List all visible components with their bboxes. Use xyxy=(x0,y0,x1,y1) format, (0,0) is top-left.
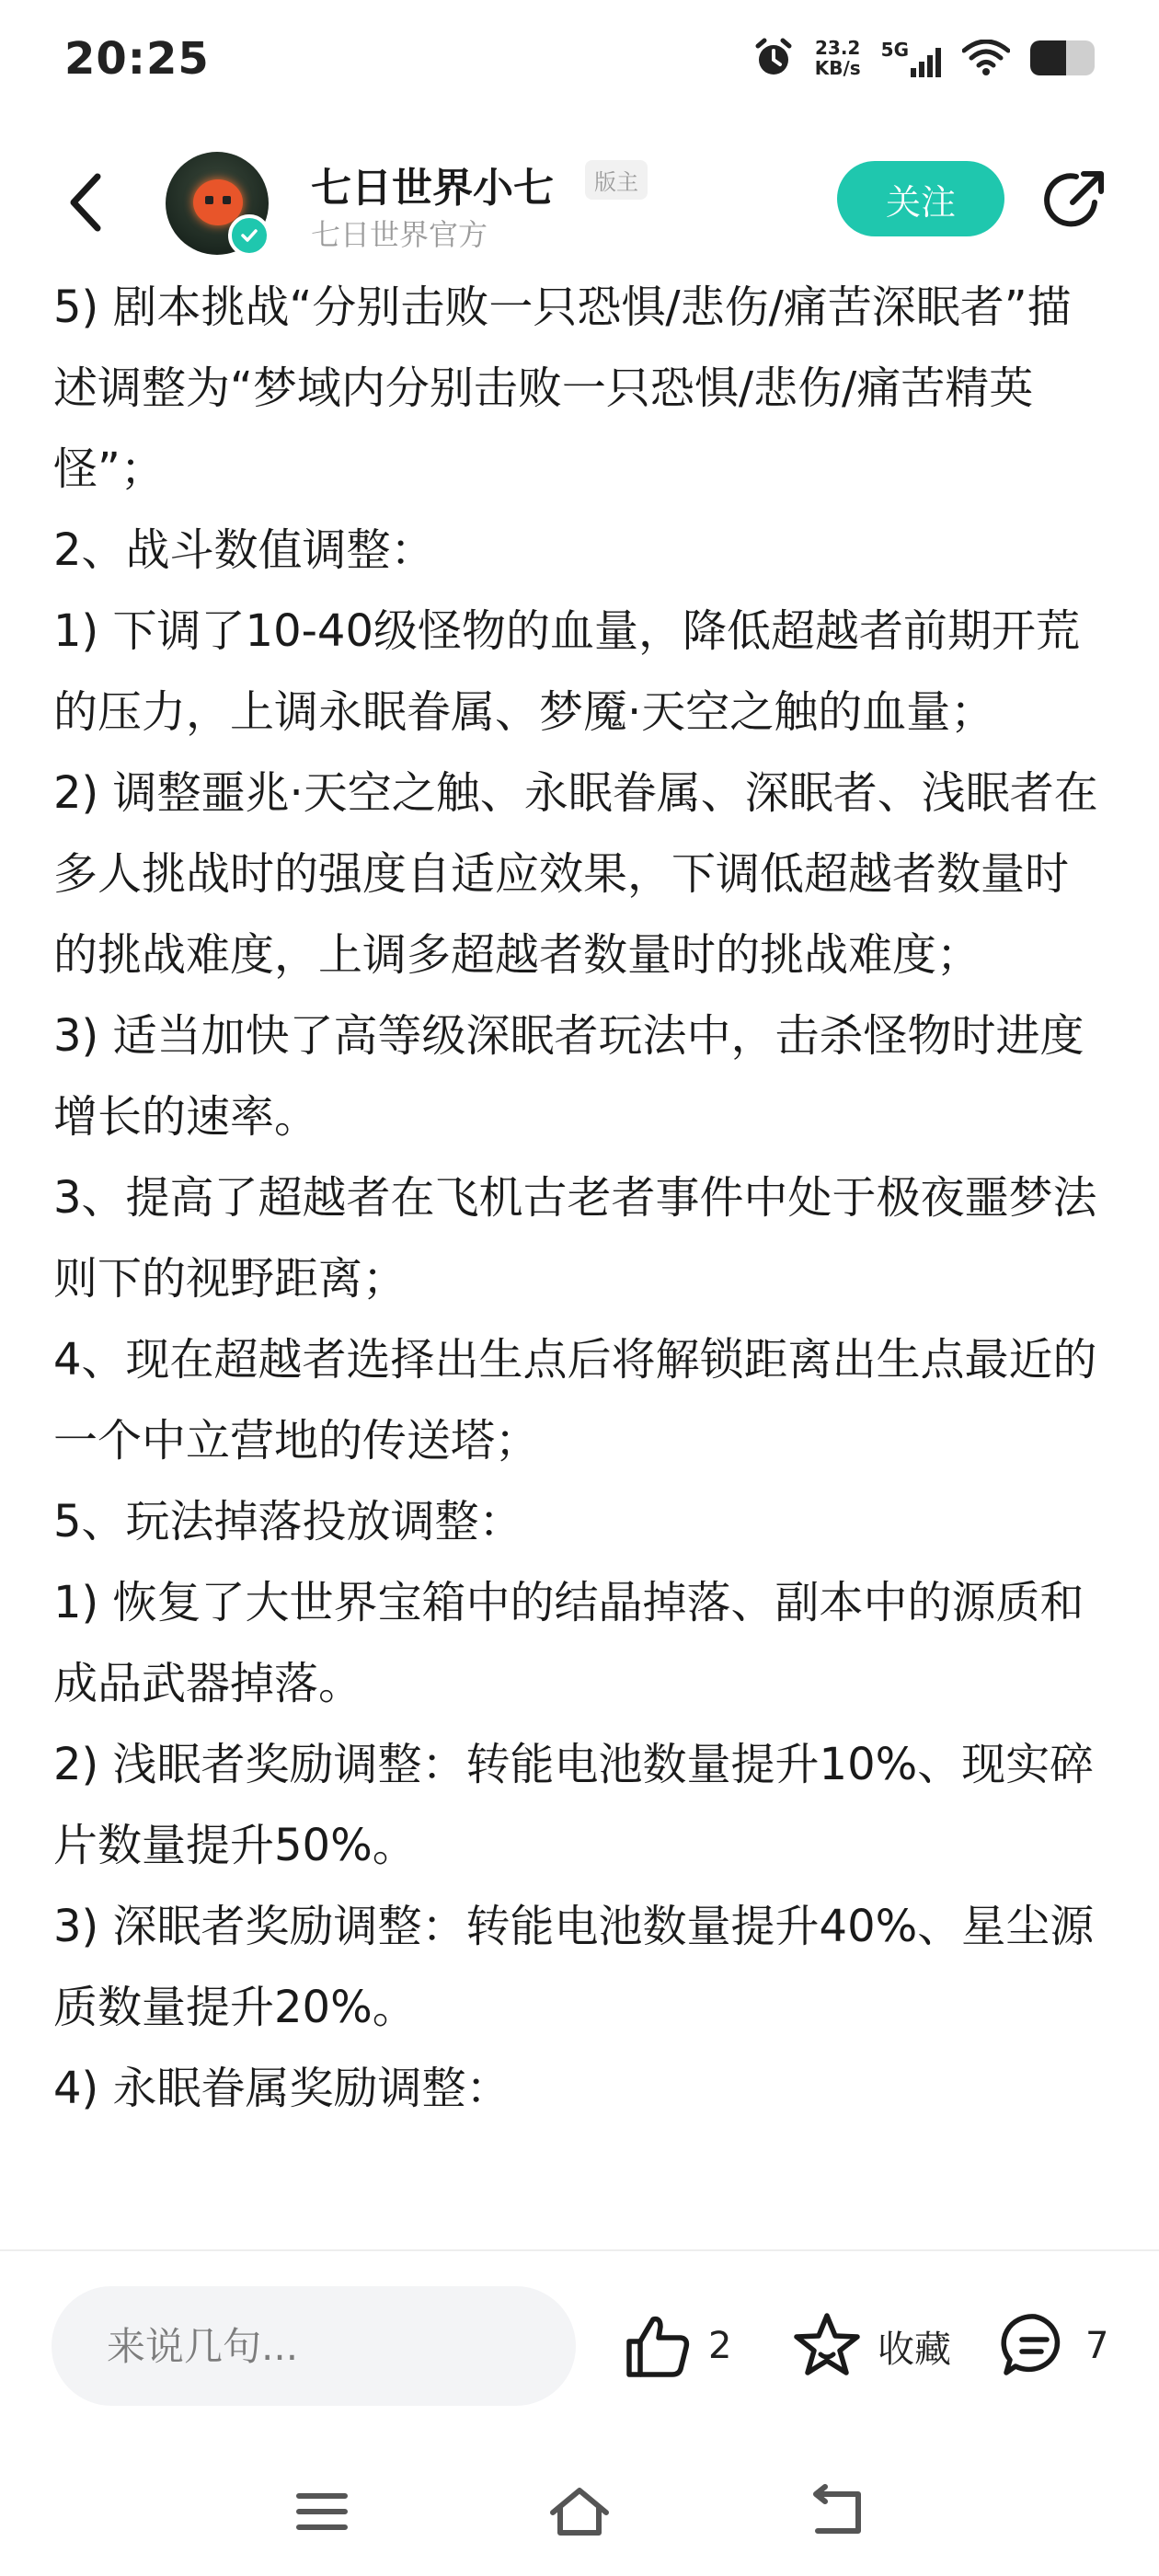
net-speed-unit: KB/s xyxy=(814,57,861,79)
wifi-icon xyxy=(962,40,1010,76)
post-content xyxy=(53,267,1111,2245)
status-time: 20:25 xyxy=(64,33,210,85)
verified-icon xyxy=(228,214,270,257)
like-button[interactable] xyxy=(622,2309,731,2383)
content-paragraph: 1) 下调了10-40级怪物的血量，降低超越者前期开荒的压力，上调永眠眷属、梦魇·天空之触的血量； xyxy=(53,605,1081,738)
moderator-badge: 版主 xyxy=(585,160,648,200)
system-nav-bar xyxy=(0,2452,1159,2576)
home-icon[interactable] xyxy=(547,2479,612,2544)
content-paragraph: 2) 浅眠者奖励调整：转能电池数量提升10%、现实碎片数量提升50%。 xyxy=(53,1739,1095,1871)
status-icons xyxy=(752,37,1095,79)
like-count: 2 xyxy=(708,2325,732,2367)
content-paragraph: 5) 剧本挑战“分别击败一只恐惧/悲伤/痛苦深眠者”描述调整为“梦域内分别击败一只恐惧/悲伤/痛苦精英怪”； xyxy=(53,282,1072,495)
status-bar xyxy=(0,0,1159,129)
comment-input[interactable] xyxy=(105,2323,550,2370)
net-speed-value: 23.2 xyxy=(815,37,861,59)
author-avatar[interactable] xyxy=(166,152,269,255)
content-paragraph: 2) 调整噩兆·天空之触、永眠眷属、深眠者、浅眠者在多人挑战时的强度自适应效果，下调低超越者数量时的挑战难度，上调多超越者数量时的挑战难度； xyxy=(53,767,1098,981)
comments-button[interactable] xyxy=(999,2309,1108,2383)
bottom-action-bar xyxy=(0,2249,1159,2454)
network-type: 5G xyxy=(880,39,909,61)
content-paragraph: 1) 恢复了大世界宝箱中的结晶掉落、副本中的源质和成品武器掉落。 xyxy=(53,1577,1084,1709)
signal-icon xyxy=(911,48,942,77)
content-paragraph: 2、战斗数值调整： xyxy=(53,524,435,576)
post-header xyxy=(0,138,1159,267)
back-arrow-icon[interactable] xyxy=(57,166,112,239)
content-paragraph: 3) 深眠者奖励调整：转能电池数量提升40%、星尘源质数量提升20%。 xyxy=(53,1901,1095,2033)
share-icon[interactable] xyxy=(1039,166,1109,236)
cell-signal xyxy=(881,39,942,77)
comment-box[interactable] xyxy=(52,2286,576,2406)
thumbs-up-icon xyxy=(622,2310,694,2382)
content-paragraph: 4) 永眠眷属奖励调整： xyxy=(53,2063,511,2114)
net-speed xyxy=(815,38,861,78)
favorite-button[interactable] xyxy=(791,2309,951,2383)
alarm-icon xyxy=(752,37,795,79)
menu-icon[interactable] xyxy=(290,2479,354,2544)
battery-fill xyxy=(1030,40,1066,75)
author-name[interactable]: 七日世界小七 xyxy=(311,165,554,212)
content-paragraph: 3) 适当加快了高等级深眠者玩法中，击杀怪物时进度增长的速率。 xyxy=(53,1010,1084,1143)
content-paragraph: 3、提高了超越者在飞机古老者事件中处于极夜噩梦法则下的视野距离； xyxy=(53,1172,1097,1305)
comment-bubble-icon xyxy=(999,2310,1071,2382)
comment-count: 7 xyxy=(1085,2325,1109,2367)
content-paragraph: 5、玩法掉落投放调整： xyxy=(53,1496,523,1547)
content-paragraph: 4、现在超越者选择出生点后将解锁距离出生点最近的一个中立营地的传送塔； xyxy=(53,1334,1097,1466)
back-nav-icon[interactable] xyxy=(805,2479,869,2544)
author-subtitle: 七日世界官方 xyxy=(311,217,488,252)
favorite-label: 收藏 xyxy=(878,2328,951,2371)
battery-icon xyxy=(1030,40,1095,75)
follow-button[interactable]: 关注 xyxy=(837,161,1004,236)
star-icon xyxy=(791,2310,863,2382)
